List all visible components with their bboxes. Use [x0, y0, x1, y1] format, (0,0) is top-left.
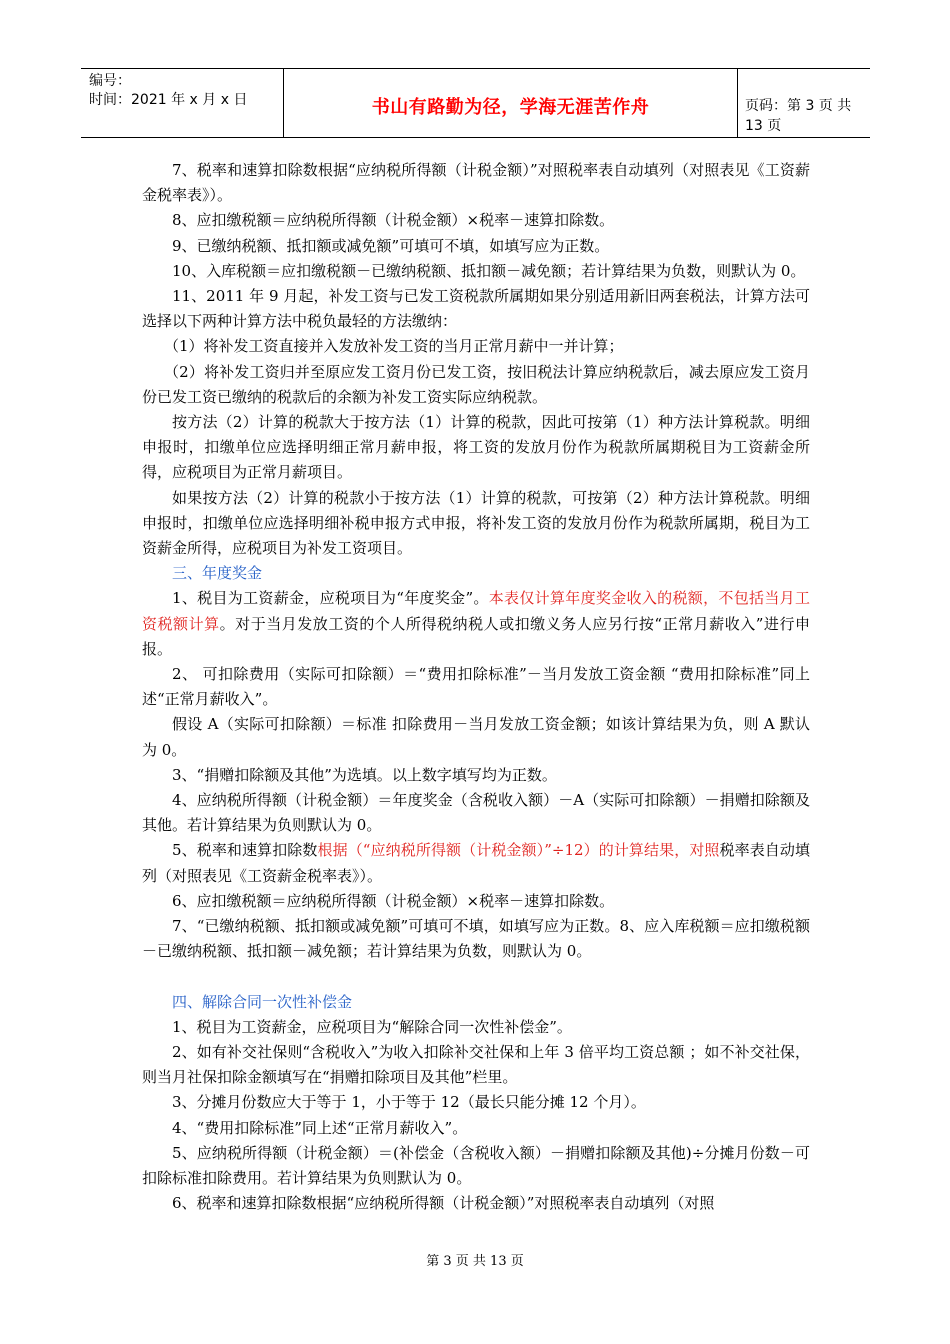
- text-run: 。对于当月发放工资的个人所得税纳税人或扣缴义务人应另行按“正常月薪收入”进行申报。: [142, 614, 810, 658]
- header-slogan-cell: [283, 69, 738, 137]
- paragraph: 6、应扣缴税额＝应纳税所得额（计税金额）×税率－速算扣除数。: [172, 891, 615, 910]
- text-run: 税率表自动填列（对照表见《工资薪金税率表》）。: [142, 841, 810, 885]
- paragraph: 2、如有补交社保则“含税收入”为收入扣除补交社保和上年 3 倍平均工资总额 ；如不补交社保，则当月社保扣除金额填写在“捐赠扣除项目及其他”栏里。: [142, 1042, 810, 1087]
- paragraph: 如果按方法（2）计算的税款小于按方法（1）计算的税款，可按第（2）种方法计算税款。明细申报时，扣缴单位应选择明细补税申报方式申报，将补发工资的发放月份作为税款所属期，税目为工资薪金所得，应税项目为补发工资项目。: [142, 488, 810, 558]
- paragraph: 6、税率和速算扣除数根据“应纳税所得额（计税金额）”对照税率表自动填列（对照: [172, 1194, 715, 1213]
- paragraph: 1、税目为工资薪金，应税项目为“解除合同一次性补偿金”。: [172, 1017, 572, 1036]
- paragraph: 按方法（2）计算的税款大于按方法（1）计算的税款，因此可按第（1）种方法计算税款。明细申报时，扣缴单位应选择明细正常月薪申报，将工资的发放月份作为税款所属期税目为工资薪金所得，应税项目为正常月薪项目。: [142, 413, 810, 482]
- paragraph: 3、“捐赠扣除额及其他”为选填。以上数字填写均为正数。: [172, 765, 557, 784]
- page-header: [81, 68, 870, 138]
- highlight-text: 根据（“应纳税所得额（计税金额）”÷12）的计算结果，对照: [317, 841, 720, 860]
- paragraph: 4、应纳税所得额（计税金额）＝年度奖金（含税收入额）－A（实际可扣除额）－捐赠扣除额及其他。若计算结果为负则默认为 0。: [142, 791, 810, 835]
- text-run: 5、税率和速算扣除数: [172, 841, 318, 860]
- time-label: 时间：2021 年 x 月 x 日: [89, 92, 248, 108]
- paragraph: 9、已缴纳税额、抵扣额或减免额”可填可不填，如填写应为正数。: [172, 236, 610, 255]
- paragraph: 7、税率和速算扣除数根据“应纳税所得额（计税金额）”对照税率表自动填列（对照表见《工资薪金税率表》）。: [142, 161, 810, 205]
- text-run: 1、税目为工资薪金，应税项目为“年度奖金”。: [172, 589, 489, 608]
- section-heading: 四、解除合同一次性补偿金: [172, 992, 353, 1011]
- section-heading: 三、年度奖金: [172, 564, 263, 583]
- paragraph: 10、入库税额＝应扣缴税额－已缴纳税额、抵扣额－减免额；若计算结果为负数，则默认为 0。: [172, 261, 806, 280]
- spacer: [142, 965, 810, 990]
- paragraph: 8、应扣缴税额＝应纳税所得额（计税金额）×税率－速算扣除数。: [172, 211, 615, 230]
- paragraph: 2、 可扣除费用（实际可扣除额）＝“费用扣除标准”－当月发放工资金额 “费用扣除标准”同上述“正常月薪收入”。: [142, 665, 810, 709]
- paragraph: [142, 838, 810, 888]
- header-meta: [81, 69, 281, 137]
- paragraph: 3、分摊月份数应大于等于 1，小于等于 12（最长只能分摊 12 个月）。: [172, 1093, 646, 1112]
- page-label: 页码：第 3 页 共 13 页: [745, 98, 852, 134]
- paragraph: 5、应纳税所得额（计税金额）＝(补偿金（含税收入额）－捐赠扣除额及其他)÷分摊月份数－可扣除标准扣除费用。若计算结果为负则默认为 0。: [142, 1143, 810, 1187]
- paragraph: 假设 A（实际可扣除额）＝标准 扣除费用－当月发放工资金额；如该计算结果为负，则 A 默认为 0。: [142, 715, 810, 759]
- paragraph: 7、“已缴纳税额、抵扣额或减免额”可填可不填，如填写应为正数。8、应入库税额＝应扣缴税额－已缴纳税额、抵扣额－减免额；若计算结果为负数，则默认为 0。: [142, 917, 810, 961]
- paragraph: 4、“费用扣除标准”同上述“正常月薪收入”。: [172, 1118, 468, 1137]
- highlight-text: 本表仅计算年度奖金收入的税额，不包括当月工资税额计算: [142, 589, 810, 633]
- paragraph: [142, 586, 810, 662]
- number-label: 编号：: [89, 73, 131, 89]
- slogan: 书山有路勤为径，学海无涯苦作舟: [371, 97, 650, 118]
- document-body: [142, 158, 810, 1216]
- paragraph: 11、2011 年 9 月起，补发工资与已发工资税款所属期如果分别适用新旧两套税法，计算方法可选择以下两种计算方法中税负最轻的方法缴纳：: [142, 287, 810, 331]
- paragraph: （1）将补发工资直接并入发放补发工资的当月正常月薪中一并计算；: [164, 337, 624, 356]
- page-footer: 第 3 页 共 13 页: [426, 1254, 524, 1269]
- paragraph: （2）将补发工资归并至原应发工资月份已发工资，按旧税法计算应纳税款后，减去原应发工资月份已发工资已缴纳的税款后的余额为补发工资实际应纳税款。: [142, 362, 810, 406]
